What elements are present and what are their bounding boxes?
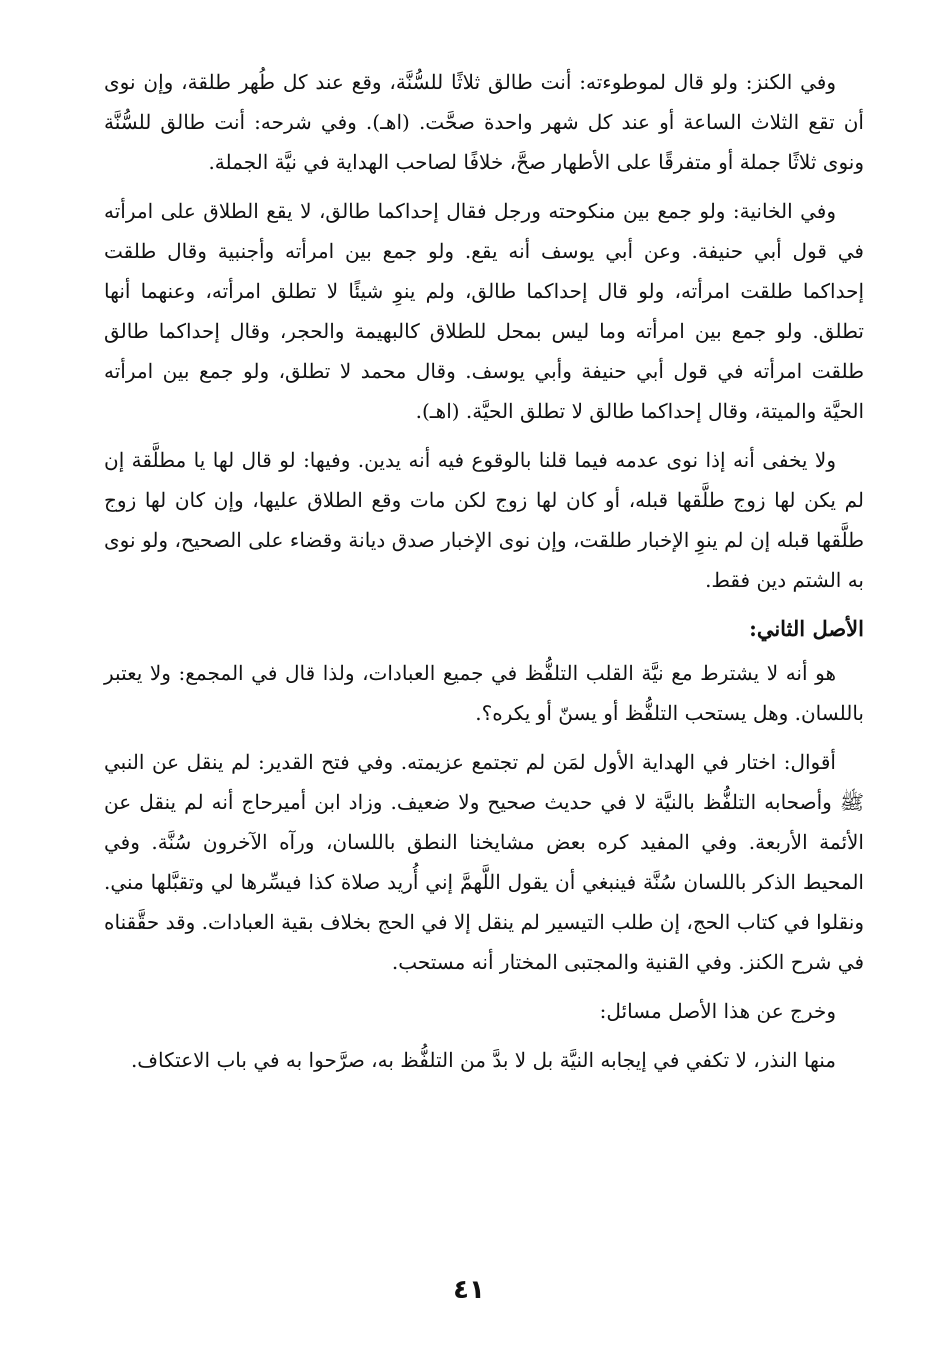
paragraph-aqwal: أقوال: اختار في الهداية الأول لمَن لم تجتمع عزيمته. وفي فتح القدير: لم ينقل عن النبي ﷺ وأصحابه التلفُّظ بالنيَّة لا في حديث صحيح ولا ضعيف. وزاد ابن أميرحاج أنه لم ينقل عن الأئمة الأربعة. وفي المفيد كره بعض مشايخنا النطق باللسان، ورآه الآخرون سُنَّة. وفي المحيط الذكر باللسان سُنَّة فينبغي أن يقول اللَّهمَّ إني أُريد صلاة كذا فيسِّرها لي وتقبَّلها مني. ونقلوا في كتاب الحج، إن طلب التيسير لم ينقل إلا في الحج بخلاف بقية العبادات. وقد حقَّقناه في شرح الكنز. وفي القنية والمجتبى المختار أنه مستحب. <box>104 750 864 974</box>
section-heading: الأصل الثاني: <box>749 616 864 641</box>
paragraph-niyya-adam: ولا يخفى أنه إذا نوى عدمه فيما قلنا بالوقوع فيه أنه يدين. وفيها: لو قال لها يا مطلَّقة إن لم يكن لها زوج طلَّقها قبله، أو كان لها زوج لكن مات وقع الطلاق عليها، وإن كان لها زوج طلَّقها قبله إن لم ينوِ الإخبار طلقت، وإن نوى الإخبار صدق ديانة وقضاء على الصحيح، ولو نوى به الشتم دين فقط. <box>104 448 864 592</box>
paragraph-khaniya: وفي الخانية: ولو جمع بين منكوحته ورجل فقال إحداكما طالق، لا يقع الطلاق على امرأته في قول أبي حنيفة. وعن أبي يوسف أنه يقع. ولو جمع بين امرأته وأجنبية وقال طلقت إحداكما طلقت امرأته، ولو قال إحداكما طالق، ولم ينوِ شيئًا لا تطلق امرأته، وعنهما أنها تطلق. ولو جمع بين امرأته وما ليس بمحل للطلاق كالبهيمة والحجر، وقال إحداكما طالق طلقت امرأته في قول أبي حنيفة وأبي يوسف. وقال محمد لا تطلق، ولو جمع بين امرأته الحيَّة والميتة، وقال إحداكما طالق لا تطلق الحيَّة. (اهـ). <box>104 199 864 423</box>
paragraph-kanz: وفي الكنز: ولو قال لموطوءته: أنت طالق ثلاثًا للسُّنَّة، وقع عند كل طُهر طلقة، وإن نوى أن تقع الثلاث الساعة أو عند كل شهر واحدة صحَّت. (اهـ). وفي شرحه: أنت طالق للسُّنَّة ونوى ثلاثًا جملة أو متفرقًا على الأطهار صحَّ، خلافًا لصاحب الهداية في نيَّة الجملة. <box>104 70 864 174</box>
document-body <box>104 62 864 1089</box>
page-number: ٤١ <box>453 1275 485 1305</box>
paragraph-tashrit: هو أنه لا يشترط مع نيَّة القلب التلفُّظ في جميع العبادات، ولذا قال في المجمع: ولا يعتبر باللسان. وهل يستحب التلفُّظ أو يسنّ أو يكره؟. <box>104 661 864 725</box>
paragraph-nadhr: منها النذر، لا تكفي في إيجابه النيَّة بل لا بدَّ من التلفُّظ به، صرَّحوا به في باب الاعتكاف. <box>130 1048 836 1072</box>
paragraph-masail-intro: وخرج عن هذا الأصل مسائل: <box>599 999 836 1023</box>
